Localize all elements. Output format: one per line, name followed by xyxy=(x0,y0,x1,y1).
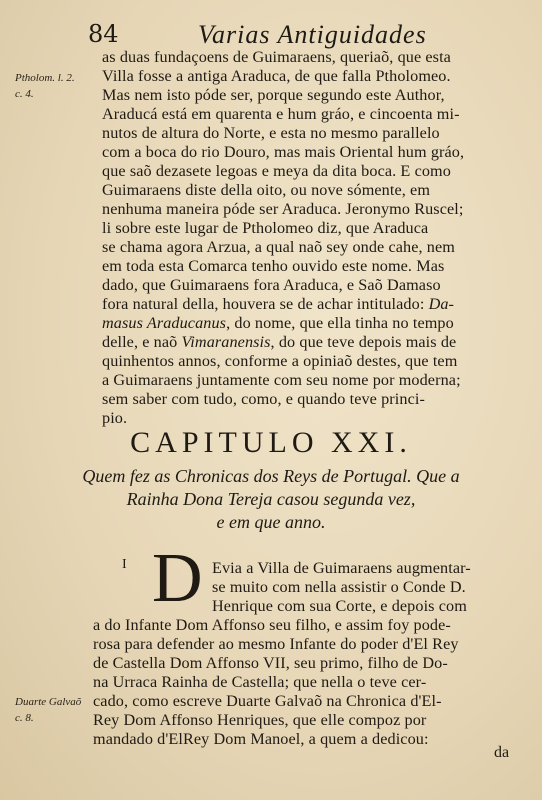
text-line: mandado d'ElRey Dom Manoel, a quem a dedicou: xyxy=(93,730,429,748)
text-line: cado, como escreve Duarte Galvaõ na Chronica d'El- xyxy=(93,692,442,710)
text-line: nenhuma maneira póde ser Araduca. Jeronymo Ruscel; xyxy=(102,200,464,218)
text-line xyxy=(102,333,456,352)
text-line xyxy=(102,314,454,333)
text-line: nutos de altura do Norte, e esta no mesmo parallelo xyxy=(102,124,440,142)
text-line: em toda esta Comarca tenho ouvido este nome. Mas xyxy=(102,257,445,275)
text-line: com a boca do rio Douro, mas mais Oriental hum gráo, xyxy=(102,143,465,161)
text-run: , do que teve depois mais de xyxy=(270,333,457,351)
page-number: 84 xyxy=(88,20,119,48)
margin-note-line: Ptholom. l. 2. xyxy=(15,72,75,84)
text-line: Mas nem isto póde ser, porque segundo este Author, xyxy=(102,86,445,104)
text-line: se chama agora Arzua, a qual naõ sey onde cahe, nem xyxy=(102,238,455,256)
chapter-subtitle-line: Rainha Dona Tereja casou segunda vez, xyxy=(126,489,416,509)
text-run: delle, e naõ xyxy=(102,333,182,351)
text-line: na Urraca Rainha de Castella; que nella o teve cer- xyxy=(93,673,427,691)
text-line: rosa para defender ao mesmo Infante do poder d'El Rey xyxy=(93,635,459,653)
text-line: pio. xyxy=(102,409,128,427)
margin-note-line: Duarte Galvaõ xyxy=(15,696,82,708)
text-line: Villa fosse a antiga Araduca, de que falla Ptholomeo. xyxy=(102,67,451,85)
text-run: , do nome, que ella tinha no tempo xyxy=(226,314,454,332)
latin-name: Da- xyxy=(428,295,455,313)
text-line: li sobre este lugar de Ptholomeo diz, que Araduca xyxy=(102,219,429,237)
margin-note-line: c. 8. xyxy=(15,712,34,724)
text-line: de Castella Dom Affonso VII, seu primo, filho de Do- xyxy=(93,654,448,672)
text-line: Evia a Villa de Guimaraens augmentar- xyxy=(212,559,471,577)
text-line: sem saber com tudo, como, e quando teve princi- xyxy=(102,390,425,408)
margin-note-duarte-galvao xyxy=(15,694,81,726)
running-title: Varias Antiguidades xyxy=(198,20,427,49)
margin-note-line: c. 4. xyxy=(15,88,34,100)
text-line: a do Infante Dom Affonso seu filho, e assim foy pode- xyxy=(93,616,451,634)
text-run: fora natural della, houvera se de achar intitulado: xyxy=(102,295,429,313)
chapter-title: CAPITULO XXI. xyxy=(130,426,412,459)
text-line: Guimaraens diste della oito, ou nove sómente, em xyxy=(102,181,431,199)
catchword: da xyxy=(494,744,510,761)
text-line: se muito com nella assistir o Conde D. xyxy=(212,578,466,596)
text-line: Henrique com sua Corte, e depois com xyxy=(212,597,467,615)
section-number: I xyxy=(122,557,127,572)
text-line: dado, que Guimaraens fora Araduca, e Saõ Damaso xyxy=(102,276,441,294)
text-line: quinhentos annos, conforme a opiniaõ destes, que tem xyxy=(102,352,458,370)
chapter-subtitle-line: Quem fez as Chronicas dos Reys de Portugal. Que a xyxy=(82,466,460,486)
latin-name: masus Araducanus xyxy=(102,314,227,332)
text-line: Rey Dom Affonso Henriques, que elle compoz por xyxy=(93,711,427,729)
margin-note-ptholomeo xyxy=(15,70,75,102)
text-line: que saõ dezasete legoas e meya da dita boca. E como xyxy=(102,162,451,180)
drop-cap: D xyxy=(152,540,203,617)
text-line: a Guimaraens juntamente com seu nome por moderna; xyxy=(102,371,461,389)
text-line: as duas fundaçoens de Guimaraens, queriaõ, que esta xyxy=(102,48,451,66)
latin-name: Vimaranensis xyxy=(181,333,271,351)
text-line: Araducá está em quarenta e hum gráo, e cincoenta mi- xyxy=(102,105,460,123)
text-line xyxy=(102,295,454,314)
chapter-subtitle-line: e em que anno. xyxy=(216,512,326,532)
